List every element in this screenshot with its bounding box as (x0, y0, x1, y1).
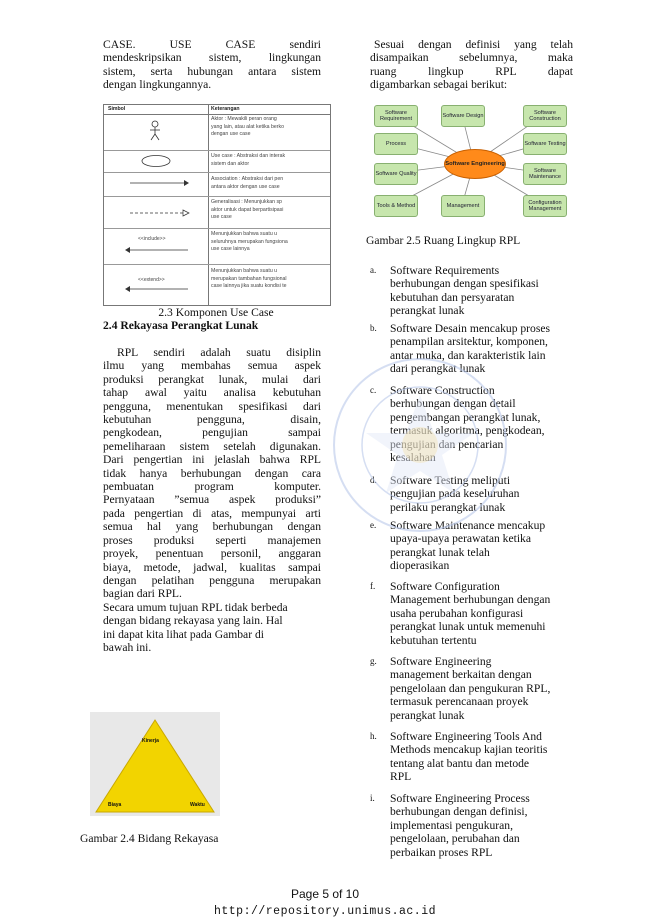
text-line: disampaikan sebelumnya, maka (370, 51, 573, 65)
page-number: Page 5 of 10 (290, 887, 360, 901)
arrow-icon (128, 178, 190, 188)
list-marker: i. (370, 793, 375, 803)
text-line: dengan bidang rekayasa yang lain. Hal (103, 614, 283, 628)
section-heading: 2.4 Rekayasa Perangkat Lunak (103, 319, 259, 332)
node-configuration-management: Configuration Management (523, 195, 567, 217)
table-row (104, 228, 330, 265)
text-line: mendeskripsikan sistem, lingkungan (103, 51, 321, 65)
list-marker: b. (370, 323, 377, 333)
text-line: RPL sendiri adalah suatu disiplin (117, 346, 321, 359)
table-row (104, 114, 330, 151)
text-line: Secara umum tujuan RPL tidak berbeda (103, 601, 288, 614)
right-intro (370, 38, 573, 92)
paragraph-2 (103, 601, 321, 655)
node-software-design: Software Design (441, 105, 485, 127)
node-software-quality: Software Quality (374, 163, 418, 185)
list-marker: f. (370, 581, 376, 591)
text-line: pengguna, menentukan spesifikasi dari (103, 399, 321, 413)
text-line: tahap awal yaitu analisa kebutuhan (103, 386, 321, 400)
list-marker: a. (370, 265, 377, 275)
use-case-table (103, 104, 331, 306)
text-line: ilmu yang membahas semua aspek (103, 359, 321, 373)
table-caption: 2.3 Komponen Use Case (158, 306, 274, 319)
triangle-figure (90, 712, 220, 816)
dashed-arrow-icon (128, 208, 190, 218)
text-line: Pernyataan ”semua aspek produksi” (103, 493, 321, 507)
node-tools-method: Tools & Method (374, 195, 418, 217)
node-software-maintenance: Software Maintenance (523, 163, 567, 185)
figure-caption-2-5: Gambar 2.5 Ruang Lingkup RPL (366, 234, 521, 247)
text-line: sistem, serta hubungan antara sistem (103, 64, 321, 78)
text-line: ini dapat kita lihat pada Gambar di (103, 627, 264, 641)
triangle-right-label: Waktu (190, 802, 205, 808)
text-line: semua hal yang berhubungan dengan (103, 520, 321, 534)
text-line: ruang lingkup RPL dapat (370, 64, 573, 78)
text-line: pada pengertian di atas, mempunyai arti (103, 506, 321, 520)
left-intro (103, 38, 321, 92)
triangle-shape (90, 712, 220, 816)
list-marker: c. (370, 385, 377, 395)
repository-url[interactable]: http://repository.unimus.ac.id (213, 905, 437, 918)
node-software-engineering: Software Engineering (444, 149, 506, 179)
text-line: bagian dari RPL. (103, 587, 182, 601)
col-description: Keterangan (211, 106, 240, 112)
text-line: pemeliharaan sistem setelah digunakan. (103, 439, 321, 453)
node-management: Management (441, 195, 485, 217)
extend-label: <<extend>> (138, 277, 165, 283)
text-line: biaya, metode, jadwal, kualitas sampai (103, 560, 321, 574)
text-line: produksi perangkat lunak, mulai dari (103, 372, 321, 386)
text-line: bawah ini. (103, 641, 152, 655)
text-line: proses produksi seperti manajemen (103, 533, 321, 547)
node-software-requirement: Software Requirement (374, 105, 418, 127)
include-label: <<include>> (138, 236, 166, 242)
list-marker: h. (370, 731, 377, 741)
text-line: kebutuhan pengguna, disain, (103, 413, 321, 427)
triangle-top-label: Kinerja (142, 738, 159, 744)
table-row (104, 196, 330, 229)
row-description: Menunjukkan bahwa suatu u seluruhnya merupakan fungsiona use case lainnya (211, 231, 288, 252)
table-row (104, 172, 330, 197)
row-description: Aktor : Mewakili peran orang yang lain, atau alat ketika berko dengan use case (211, 116, 284, 137)
actor-icon (148, 120, 162, 142)
row-description: Menunjukkan bahwa suatu u merupakan tambahan fungsional case lainnya jika suatu kondisi te (211, 268, 287, 289)
scope-diagram (372, 101, 576, 223)
text-line: Dari pengertian ini jelaslah bahwa RPL (103, 453, 321, 467)
node-software-testing: Software Testing (523, 133, 567, 155)
paragraph-1 (103, 346, 321, 601)
text-line: pembuatan program komputer. (103, 480, 321, 494)
list-marker: e. (370, 520, 377, 530)
include-arrow-icon (124, 245, 190, 255)
list-marker: d. (370, 475, 377, 485)
list-marker: g. (370, 656, 377, 666)
triangle-left-label: Biaya (108, 802, 122, 808)
ellipse-icon (140, 154, 172, 168)
text-line: pengkodean, pengujian sampai (103, 426, 321, 440)
row-description: Association : Abstraksi dari pen antara aktor dengan use case (211, 176, 284, 190)
row-description: Use case : Abstraksi dan interak sistem dan aktor (211, 153, 286, 167)
text-line: proyek, penentuan personil, anggaran (103, 547, 321, 561)
table-row (104, 150, 330, 173)
text-line: CASE. USE CASE sendiri (103, 38, 321, 51)
col-symbol: Simbol (108, 106, 126, 112)
text-line: dengan lingkungannya. (103, 78, 212, 92)
extend-arrow-icon (124, 284, 190, 294)
text-line: tidak hanya berhubungan dengan cara (103, 466, 321, 480)
figure-caption-2-4: Gambar 2.4 Bidang Rekayasa (80, 832, 219, 845)
table-row (104, 264, 330, 304)
node-process: Process (374, 133, 418, 155)
text-line: digambarkan sebagai berikut: (370, 78, 508, 92)
node-software-construction: Software Construction (523, 105, 567, 127)
row-description: Generalisasi : Menunjukkan sp aktor untuk dapat berpartisipasi use case (211, 199, 284, 220)
text-line: Sesuai dengan definisi yang telah (374, 38, 573, 51)
text-line: dengan pelatihan pengguna merupakan (103, 573, 321, 587)
